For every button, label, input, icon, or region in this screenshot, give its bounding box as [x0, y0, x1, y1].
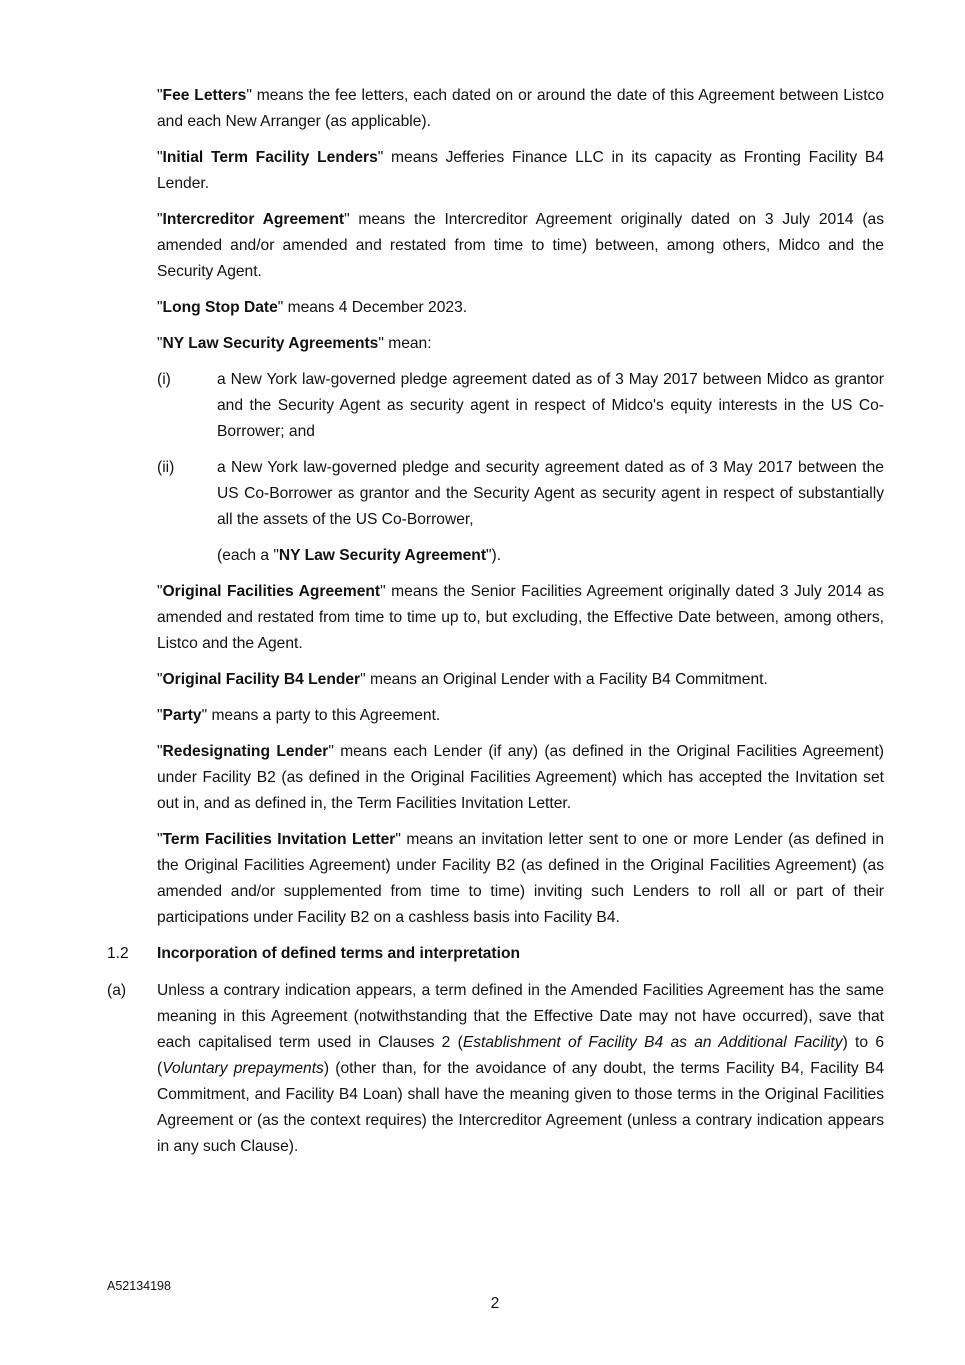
list-item-number: (i)	[157, 371, 171, 388]
defined-term: NY Law Security Agreements	[162, 335, 379, 352]
definition-ny-law-security-agreements: "NY Law Security Agreements" mean:	[157, 335, 432, 352]
definition-text: means the Intercreditor Agreement originally dated on 3 July 2014 (as amended and/or amended and restated from time to time) between, among others, Midco and the Security Agent.	[157, 211, 884, 280]
defined-term: Intercreditor Agreement	[162, 211, 345, 228]
paragraph-interpretation	[157, 978, 884, 1160]
each-prefix: (each a "	[217, 547, 279, 564]
list-item-text: a New York law-governed pledge agreement dated as of 3 May 2017 between Midco as grantor and the Security Agent as security agent in respect of Midco's equity interests in the US Co-Borrower; and	[217, 371, 884, 440]
defined-term: Fee Letters	[162, 87, 247, 104]
definition-original-facility-b4-lender: "Original Facility B4 Lender" means an Original Lender with a Facility B4 Commitment.	[157, 671, 768, 688]
definition-long-stop-date: "Long Stop Date" means 4 December 2023.	[157, 299, 468, 316]
definition-term-facilities-invitation-letter: "Term Facilities Invitation Letter" means an invitation letter sent to one or more Lender (as defined in the Original Facilities Agreement) under Facility B2 (as defined in the Original Facilities Agreement) (as amended and/or supplemented from time to time) inviting such Lenders to roll all or part of their participations under Facility B2 on a cashless basis into Facility B4.	[157, 831, 884, 926]
paragraph-text: Unless a contrary indication appears, a term defined in the Amended Facilities Agreement has the same meaning in this Agreement (notwithstanding that the Effective Date may not have occurred), save that each capitalised term used in Clauses 2 (	[157, 982, 884, 1051]
definition-text: means the Senior Facilities Agreement originally dated 3 July 2014 as amended and restated from time to time up to, but excluding, the Effective Date between, among others, Listco and the Agent.	[157, 583, 884, 652]
definition-text: means an invitation letter sent to one or more Lender (as defined in the Original Facilities Agreement) under Facility B2 (as defined in the Original Facilities Agreement) (as amended and/or supplemented from time to time) inviting such Lenders to roll all or part of their participations under Facility B2 on a cashless basis into Facility B4.	[157, 831, 884, 926]
definition-party: "Party" means a party to this Agreement.	[157, 707, 441, 724]
definition-initial-term-facility-lenders: "Initial Term Facility Lenders" means Jefferies Finance LLC in its capacity as Fronting Facility B4 Lender.	[157, 149, 884, 192]
list-item-text: a New York law-governed pledge and security agreement dated as of 3 May 2017 between the US Co-Borrower as grantor and the Security Agent as security agent in respect of substantially all the assets of the US Co-Borrower,	[217, 459, 884, 528]
definition-text: means 4 December 2023.	[283, 299, 468, 316]
section-number: 1.2	[107, 945, 129, 962]
definition-fee-letters: "Fee Letters" means the fee letters, each dated on or around the date of this Agreement between Listco and each New Arranger (as applicable).	[157, 87, 884, 130]
defined-term: Original Facilities Agreement	[162, 583, 381, 600]
definition-intercreditor-agreement: "Intercreditor Agreement" means the Intercreditor Agreement originally dated on 3 July 2014 (as amended and/or amended and restated from time to time) between, among others, Midco and the Security Agent.	[157, 211, 884, 280]
definition-text: means the fee letters, each dated on or around the date of this Agreement between Listco and each New Arranger (as applicable).	[157, 87, 884, 130]
paragraph-number: (a)	[107, 982, 127, 999]
page-number: 2	[490, 1295, 500, 1312]
paragraph-text: ) to 6 (	[157, 1034, 884, 1077]
clause-title: Voluntary prepayments	[162, 1060, 324, 1077]
definition-text: mean:	[383, 335, 432, 352]
defined-term: Redesignating Lender	[162, 743, 329, 760]
defined-term: Initial Term Facility Lenders	[162, 149, 378, 166]
defined-term: Term Facilities Invitation Letter	[162, 831, 396, 848]
list-item-number: (ii)	[157, 459, 175, 476]
document-reference: A52134198	[107, 1279, 171, 1293]
clause-title: Establishment of Facility B4 as an Additional Facility	[462, 1034, 843, 1051]
each-suffix: ").	[486, 547, 502, 564]
each-ny-law-security-agreement	[217, 543, 884, 569]
defined-term: Party	[162, 707, 202, 724]
definition-text: means a party to this Agreement.	[207, 707, 441, 724]
defined-term: Long Stop Date	[162, 299, 278, 316]
definition-text: means an Original Lender with a Facility B4 Commitment.	[365, 671, 768, 688]
defined-term: NY Law Security Agreement	[278, 547, 487, 564]
definition-redesignating-lender: "Redesignating Lender" means each Lender (if any) (as defined in the Original Facilities Agreement) under Facility B2 (as defined in the Original Facilities Agreement) which has accepted the Invitation set out in, and as defined in, the Term Facilities Invitation Letter.	[157, 743, 884, 812]
definition-text: means each Lender (if any) (as defined in the Original Facilities Agreement) under Facility B2 (as defined in the Original Facilities Agreement) which has accepted the Invitation set out in, and as defined in, the Term Facilities Invitation Letter.	[157, 743, 884, 812]
definition-original-facilities-agreement: "Original Facilities Agreement" means the Senior Facilities Agreement originally dated 3 July 2014 as amended and restated from time to time up to, but excluding, the Effective Date between, among others, Listco and the Agent.	[157, 583, 884, 652]
paragraph-text: ) (other than, for the avoidance of any doubt, the terms Facility B4, Facility B4 Commitment, and Facility B4 Loan) shall have the meaning given to those terms in the Original Facilities Agreement or (as the context requires) the Intercreditor Agreement (unless a contrary indication appears in any such Clause).	[157, 1060, 884, 1155]
section-heading: Incorporation of defined terms and interpretation	[157, 945, 521, 962]
defined-term: Original Facility B4 Lender	[162, 671, 361, 688]
definition-text: means Jefferies Finance LLC in its capacity as Fronting Facility B4 Lender.	[157, 149, 884, 192]
